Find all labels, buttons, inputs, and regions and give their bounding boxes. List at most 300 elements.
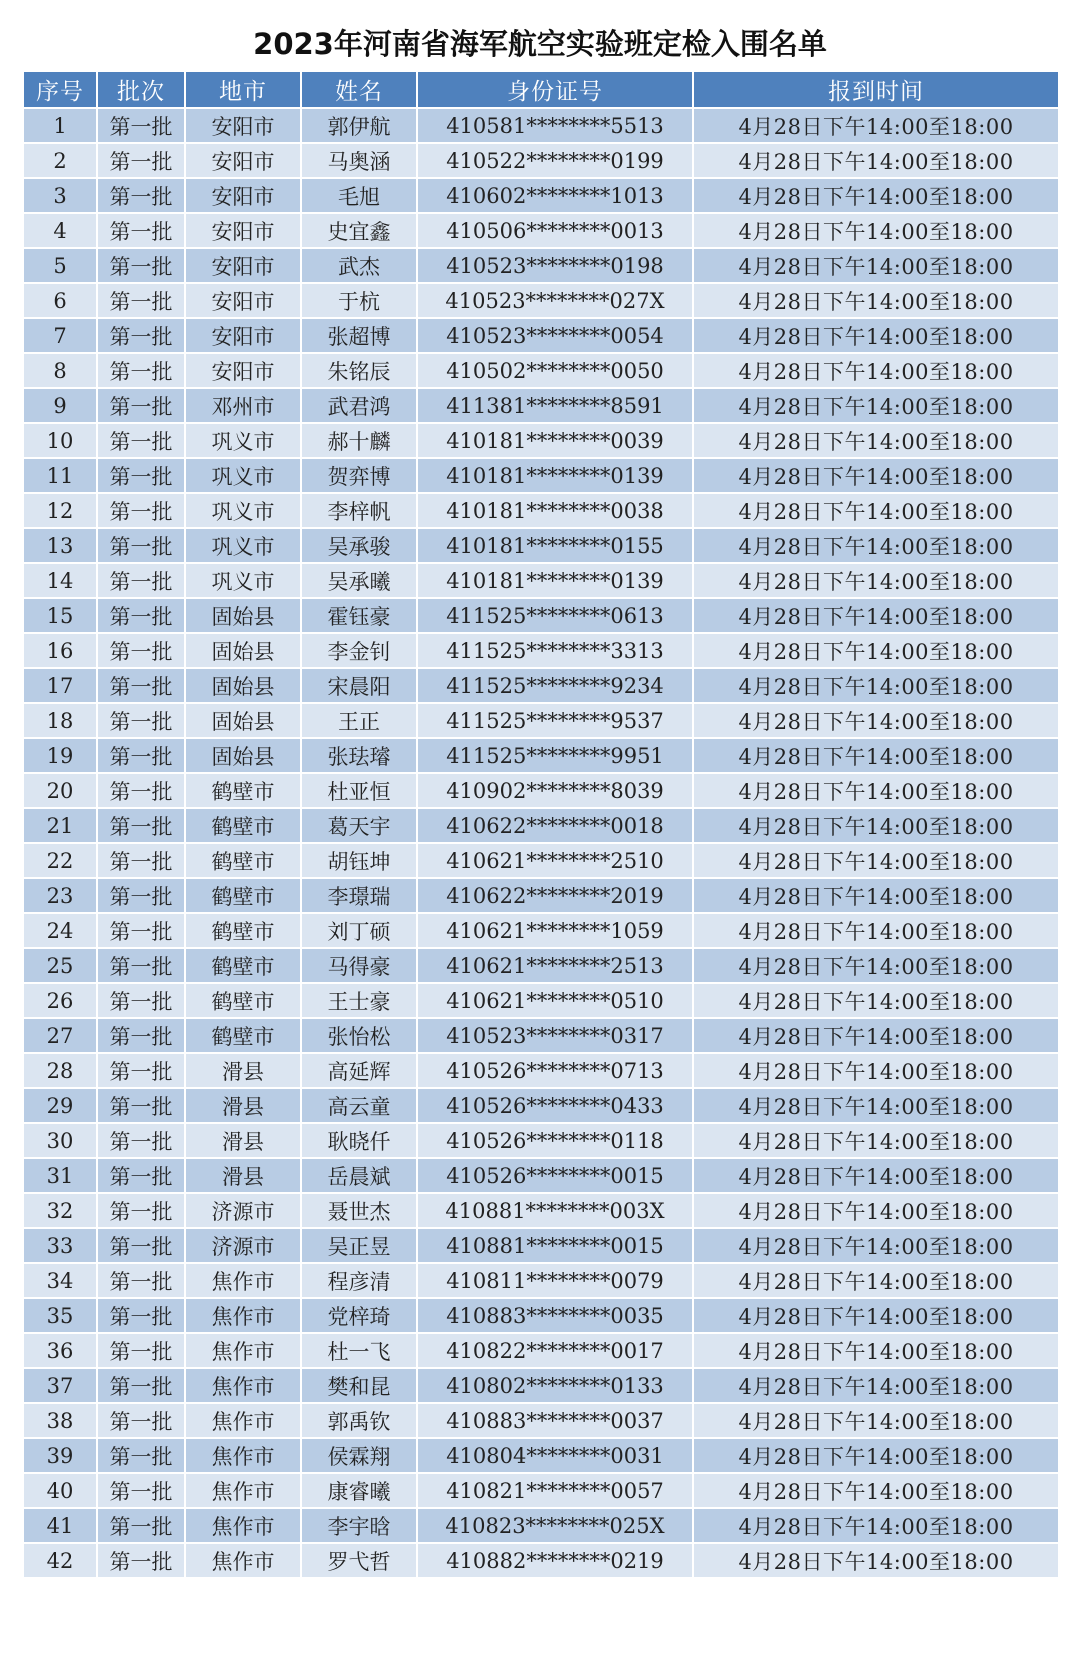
cell-name: 杜一飞: [301, 1333, 417, 1368]
cell-name: 高延辉: [301, 1053, 417, 1088]
cell-city: 固始县: [185, 633, 301, 668]
cell-index: 18: [23, 703, 97, 738]
cell-city: 焦作市: [185, 1438, 301, 1473]
cell-id-number: 411525********9234: [417, 668, 693, 703]
table-row: [23, 1053, 1059, 1088]
cell-id-number: 410822********0017: [417, 1333, 693, 1368]
cell-batch: 第一批: [97, 1088, 185, 1123]
cell-batch: 第一批: [97, 808, 185, 843]
cell-id-number: 410881********003X: [417, 1193, 693, 1228]
cell-index: 16: [23, 633, 97, 668]
cell-report-time: 4月28日下午14:00至18:00: [693, 1263, 1059, 1298]
cell-name: 郭禹钦: [301, 1403, 417, 1438]
cell-batch: 第一批: [97, 843, 185, 878]
cell-name: 马得豪: [301, 948, 417, 983]
cell-id-number: 410602********1013: [417, 178, 693, 213]
cell-name: 吴承曦: [301, 563, 417, 598]
cell-name: 刘丁硕: [301, 913, 417, 948]
cell-batch: 第一批: [97, 598, 185, 633]
cell-id-number: 411525********3313: [417, 633, 693, 668]
cell-batch: 第一批: [97, 983, 185, 1018]
cell-batch: 第一批: [97, 493, 185, 528]
cell-name: 马奥涵: [301, 143, 417, 178]
cell-city: 鹤壁市: [185, 913, 301, 948]
cell-report-time: 4月28日下午14:00至18:00: [693, 423, 1059, 458]
cell-report-time: 4月28日下午14:00至18:00: [693, 178, 1059, 213]
cell-id-number: 410883********0037: [417, 1403, 693, 1438]
cell-index: 38: [23, 1403, 97, 1438]
cell-index: 39: [23, 1438, 97, 1473]
cell-name: 王士豪: [301, 983, 417, 1018]
cell-batch: 第一批: [97, 1228, 185, 1263]
cell-name: 郭伊航: [301, 108, 417, 143]
table-row: [23, 1193, 1059, 1228]
cell-city: 巩义市: [185, 528, 301, 563]
cell-index: 28: [23, 1053, 97, 1088]
cell-city: 安阳市: [185, 143, 301, 178]
cell-report-time: 4月28日下午14:00至18:00: [693, 108, 1059, 143]
cell-batch: 第一批: [97, 1298, 185, 1333]
cell-city: 固始县: [185, 598, 301, 633]
cell-index: 13: [23, 528, 97, 563]
cell-batch: 第一批: [97, 633, 185, 668]
cell-name: 胡钰坤: [301, 843, 417, 878]
cell-index: 27: [23, 1018, 97, 1053]
table-row: [23, 913, 1059, 948]
cell-name: 武君鸿: [301, 388, 417, 423]
cell-name: 史宜鑫: [301, 213, 417, 248]
cell-index: 22: [23, 843, 97, 878]
cell-batch: 第一批: [97, 1263, 185, 1298]
cell-name: 贺弈博: [301, 458, 417, 493]
cell-name: 霍钰豪: [301, 598, 417, 633]
table-row: [23, 773, 1059, 808]
table-body: [23, 108, 1059, 1578]
table-row: [23, 948, 1059, 983]
cell-city: 焦作市: [185, 1298, 301, 1333]
cell-report-time: 4月28日下午14:00至18:00: [693, 1088, 1059, 1123]
cell-name: 李梓帆: [301, 493, 417, 528]
cell-name: 程彦清: [301, 1263, 417, 1298]
cell-city: 鹤壁市: [185, 878, 301, 913]
cell-batch: 第一批: [97, 913, 185, 948]
cell-id-number: 410881********0015: [417, 1228, 693, 1263]
cell-name: 张超博: [301, 318, 417, 353]
cell-name: 王正: [301, 703, 417, 738]
cell-id-number: 410523********0317: [417, 1018, 693, 1053]
cell-city: 巩义市: [185, 423, 301, 458]
cell-id-number: 410526********0433: [417, 1088, 693, 1123]
cell-batch: 第一批: [97, 423, 185, 458]
cell-batch: 第一批: [97, 1508, 185, 1543]
cell-report-time: 4月28日下午14:00至18:00: [693, 808, 1059, 843]
cell-index: 32: [23, 1193, 97, 1228]
table-row: [23, 1368, 1059, 1403]
cell-id-number: 410181********0038: [417, 493, 693, 528]
cell-batch: 第一批: [97, 1543, 185, 1578]
cell-batch: 第一批: [97, 143, 185, 178]
cell-index: 12: [23, 493, 97, 528]
cell-index: 17: [23, 668, 97, 703]
cell-city: 邓州市: [185, 388, 301, 423]
cell-index: 41: [23, 1508, 97, 1543]
cell-id-number: 410621********1059: [417, 913, 693, 948]
cell-name: 李宇晗: [301, 1508, 417, 1543]
cell-name: 吴正昱: [301, 1228, 417, 1263]
cell-index: 34: [23, 1263, 97, 1298]
cell-city: 济源市: [185, 1193, 301, 1228]
cell-report-time: 4月28日下午14:00至18:00: [693, 1333, 1059, 1368]
cell-city: 滑县: [185, 1123, 301, 1158]
cell-batch: 第一批: [97, 948, 185, 983]
cell-id-number: 410621********2510: [417, 843, 693, 878]
cell-report-time: 4月28日下午14:00至18:00: [693, 633, 1059, 668]
table-row: [23, 668, 1059, 703]
cell-city: 焦作市: [185, 1473, 301, 1508]
cell-id-number: 410506********0013: [417, 213, 693, 248]
cell-report-time: 4月28日下午14:00至18:00: [693, 1298, 1059, 1333]
cell-batch: 第一批: [97, 703, 185, 738]
table-row: [23, 108, 1059, 143]
cell-report-time: 4月28日下午14:00至18:00: [693, 1543, 1059, 1578]
cell-report-time: 4月28日下午14:00至18:00: [693, 1228, 1059, 1263]
cell-report-time: 4月28日下午14:00至18:00: [693, 1508, 1059, 1543]
cell-id-number: 411525********9537: [417, 703, 693, 738]
cell-report-time: 4月28日下午14:00至18:00: [693, 703, 1059, 738]
cell-name: 张怡松: [301, 1018, 417, 1053]
cell-index: 24: [23, 913, 97, 948]
cell-city: 安阳市: [185, 283, 301, 318]
cell-batch: 第一批: [97, 668, 185, 703]
table-row: [23, 878, 1059, 913]
table-row: [23, 1298, 1059, 1333]
cell-report-time: 4月28日下午14:00至18:00: [693, 738, 1059, 773]
cell-city: 鹤壁市: [185, 843, 301, 878]
cell-batch: 第一批: [97, 248, 185, 283]
cell-index: 20: [23, 773, 97, 808]
cell-city: 滑县: [185, 1158, 301, 1193]
cell-city: 焦作市: [185, 1508, 301, 1543]
cell-index: 25: [23, 948, 97, 983]
cell-index: 3: [23, 178, 97, 213]
cell-id-number: 410622********0018: [417, 808, 693, 843]
cell-index: 19: [23, 738, 97, 773]
cell-report-time: 4月28日下午14:00至18:00: [693, 528, 1059, 563]
cell-name: 樊和昆: [301, 1368, 417, 1403]
table-row: [23, 1018, 1059, 1053]
cell-batch: 第一批: [97, 318, 185, 353]
table-row: [23, 423, 1059, 458]
cell-id-number: 410811********0079: [417, 1263, 693, 1298]
table-row: [23, 563, 1059, 598]
cell-index: 36: [23, 1333, 97, 1368]
table-row: [23, 1088, 1059, 1123]
table-row: [23, 213, 1059, 248]
cell-id-number: 410883********0035: [417, 1298, 693, 1333]
table-row: [23, 388, 1059, 423]
cell-batch: 第一批: [97, 1018, 185, 1053]
cell-name: 侯霖翔: [301, 1438, 417, 1473]
cell-city: 焦作市: [185, 1263, 301, 1298]
table-row: [23, 1263, 1059, 1298]
cell-report-time: 4月28日下午14:00至18:00: [693, 878, 1059, 913]
cell-city: 巩义市: [185, 458, 301, 493]
cell-index: 21: [23, 808, 97, 843]
cell-name: 罗弋哲: [301, 1543, 417, 1578]
cell-name: 高云童: [301, 1088, 417, 1123]
cell-report-time: 4月28日下午14:00至18:00: [693, 213, 1059, 248]
cell-report-time: 4月28日下午14:00至18:00: [693, 563, 1059, 598]
cell-index: 37: [23, 1368, 97, 1403]
cell-batch: 第一批: [97, 1333, 185, 1368]
header-report-time: 报到时间: [693, 71, 1059, 108]
cell-batch: 第一批: [97, 773, 185, 808]
cell-index: 7: [23, 318, 97, 353]
table-row: [23, 1438, 1059, 1473]
table-row: [23, 1508, 1059, 1543]
cell-name: 岳晨斌: [301, 1158, 417, 1193]
cell-report-time: 4月28日下午14:00至18:00: [693, 843, 1059, 878]
cell-report-time: 4月28日下午14:00至18:00: [693, 1193, 1059, 1228]
cell-report-time: 4月28日下午14:00至18:00: [693, 1158, 1059, 1193]
cell-report-time: 4月28日下午14:00至18:00: [693, 598, 1059, 633]
cell-index: 11: [23, 458, 97, 493]
cell-report-time: 4月28日下午14:00至18:00: [693, 143, 1059, 178]
cell-index: 6: [23, 283, 97, 318]
cell-id-number: 410523********0198: [417, 248, 693, 283]
cell-index: 2: [23, 143, 97, 178]
cell-report-time: 4月28日下午14:00至18:00: [693, 773, 1059, 808]
cell-report-time: 4月28日下午14:00至18:00: [693, 1368, 1059, 1403]
cell-report-time: 4月28日下午14:00至18:00: [693, 353, 1059, 388]
cell-index: 10: [23, 423, 97, 458]
cell-name: 李金钊: [301, 633, 417, 668]
cell-report-time: 4月28日下午14:00至18:00: [693, 1018, 1059, 1053]
cell-city: 鹤壁市: [185, 948, 301, 983]
cell-id-number: 410181********0039: [417, 423, 693, 458]
cell-index: 35: [23, 1298, 97, 1333]
cell-city: 滑县: [185, 1088, 301, 1123]
table-row: [23, 1333, 1059, 1368]
cell-report-time: 4月28日下午14:00至18:00: [693, 1438, 1059, 1473]
cell-report-time: 4月28日下午14:00至18:00: [693, 493, 1059, 528]
cell-name: 于杭: [301, 283, 417, 318]
cell-index: 33: [23, 1228, 97, 1263]
cell-report-time: 4月28日下午14:00至18:00: [693, 1403, 1059, 1438]
cell-id-number: 410804********0031: [417, 1438, 693, 1473]
cell-id-number: 410581********5513: [417, 108, 693, 143]
table-row: [23, 808, 1059, 843]
cell-id-number: 410526********0118: [417, 1123, 693, 1158]
cell-city: 焦作市: [185, 1333, 301, 1368]
table-row: [23, 598, 1059, 633]
cell-name: 朱铭辰: [301, 353, 417, 388]
cell-index: 23: [23, 878, 97, 913]
cell-id-number: 410882********0219: [417, 1543, 693, 1578]
cell-report-time: 4月28日下午14:00至18:00: [693, 248, 1059, 283]
cell-batch: 第一批: [97, 1193, 185, 1228]
cell-city: 安阳市: [185, 318, 301, 353]
cell-id-number: 410522********0199: [417, 143, 693, 178]
cell-report-time: 4月28日下午14:00至18:00: [693, 283, 1059, 318]
cell-id-number: 410181********0139: [417, 458, 693, 493]
cell-batch: 第一批: [97, 388, 185, 423]
cell-id-number: 411525********0613: [417, 598, 693, 633]
cell-id-number: 410621********2513: [417, 948, 693, 983]
cell-batch: 第一批: [97, 1368, 185, 1403]
cell-name: 郝十麟: [301, 423, 417, 458]
cell-city: 固始县: [185, 703, 301, 738]
cell-name: 聂世杰: [301, 1193, 417, 1228]
cell-report-time: 4月28日下午14:00至18:00: [693, 458, 1059, 493]
cell-city: 固始县: [185, 668, 301, 703]
cell-city: 安阳市: [185, 248, 301, 283]
cell-id-number: 410502********0050: [417, 353, 693, 388]
cell-report-time: 4月28日下午14:00至18:00: [693, 913, 1059, 948]
cell-id-number: 410181********0139: [417, 563, 693, 598]
header-city: 地市: [185, 71, 301, 108]
cell-index: 15: [23, 598, 97, 633]
cell-city: 巩义市: [185, 493, 301, 528]
cell-report-time: 4月28日下午14:00至18:00: [693, 1053, 1059, 1088]
cell-city: 安阳市: [185, 213, 301, 248]
cell-city: 安阳市: [185, 353, 301, 388]
cell-batch: 第一批: [97, 108, 185, 143]
cell-report-time: 4月28日下午14:00至18:00: [693, 1123, 1059, 1158]
roster-table: [22, 70, 1060, 1579]
cell-batch: 第一批: [97, 353, 185, 388]
cell-index: 9: [23, 388, 97, 423]
cell-report-time: 4月28日下午14:00至18:00: [693, 388, 1059, 423]
cell-id-number: 410181********0155: [417, 528, 693, 563]
cell-index: 31: [23, 1158, 97, 1193]
cell-id-number: 410802********0133: [417, 1368, 693, 1403]
table-row: [23, 493, 1059, 528]
cell-city: 焦作市: [185, 1368, 301, 1403]
cell-id-number: 410821********0057: [417, 1473, 693, 1508]
cell-name: 耿晓仟: [301, 1123, 417, 1158]
cell-city: 安阳市: [185, 108, 301, 143]
cell-name: 葛天宇: [301, 808, 417, 843]
cell-name: 吴承骏: [301, 528, 417, 563]
cell-index: 42: [23, 1543, 97, 1578]
cell-id-number: 410523********0054: [417, 318, 693, 353]
cell-city: 焦作市: [185, 1543, 301, 1578]
cell-batch: 第一批: [97, 1123, 185, 1158]
cell-batch: 第一批: [97, 528, 185, 563]
cell-index: 40: [23, 1473, 97, 1508]
header-index: 序号: [23, 71, 97, 108]
table-row: [23, 353, 1059, 388]
cell-id-number: 410902********8039: [417, 773, 693, 808]
cell-batch: 第一批: [97, 1158, 185, 1193]
cell-batch: 第一批: [97, 563, 185, 598]
table-header-row: [23, 71, 1059, 108]
table-row: [23, 1228, 1059, 1263]
cell-id-number: 410526********0015: [417, 1158, 693, 1193]
table-row: [23, 318, 1059, 353]
cell-index: 14: [23, 563, 97, 598]
table-row: [23, 843, 1059, 878]
page-title: 2023年河南省海军航空实验班定检入围名单: [253, 27, 827, 61]
cell-batch: 第一批: [97, 1438, 185, 1473]
cell-index: 1: [23, 108, 97, 143]
cell-name: 武杰: [301, 248, 417, 283]
cell-city: 焦作市: [185, 1403, 301, 1438]
cell-batch: 第一批: [97, 213, 185, 248]
cell-name: 杜亚恒: [301, 773, 417, 808]
cell-batch: 第一批: [97, 458, 185, 493]
cell-city: 滑县: [185, 1053, 301, 1088]
table-row: [23, 703, 1059, 738]
cell-name: 李璟瑞: [301, 878, 417, 913]
cell-id-number: 411381********8591: [417, 388, 693, 423]
cell-report-time: 4月28日下午14:00至18:00: [693, 318, 1059, 353]
cell-batch: 第一批: [97, 1053, 185, 1088]
header-name: 姓名: [301, 71, 417, 108]
cell-index: 5: [23, 248, 97, 283]
cell-id-number: 411525********9951: [417, 738, 693, 773]
cell-index: 4: [23, 213, 97, 248]
header-id-number: 身份证号: [417, 71, 693, 108]
cell-report-time: 4月28日下午14:00至18:00: [693, 668, 1059, 703]
cell-name: 康睿曦: [301, 1473, 417, 1508]
cell-id-number: 410526********0713: [417, 1053, 693, 1088]
table-row: [23, 738, 1059, 773]
cell-name: 宋晨阳: [301, 668, 417, 703]
cell-id-number: 410621********0510: [417, 983, 693, 1018]
cell-report-time: 4月28日下午14:00至18:00: [693, 1473, 1059, 1508]
cell-batch: 第一批: [97, 283, 185, 318]
cell-city: 固始县: [185, 738, 301, 773]
cell-name: 张珐璿: [301, 738, 417, 773]
table-row: [23, 143, 1059, 178]
table-row: [23, 178, 1059, 213]
table-row: [23, 1123, 1059, 1158]
cell-id-number: 410622********2019: [417, 878, 693, 913]
cell-city: 鹤壁市: [185, 983, 301, 1018]
cell-batch: 第一批: [97, 1403, 185, 1438]
cell-name: 党梓琦: [301, 1298, 417, 1333]
cell-report-time: 4月28日下午14:00至18:00: [693, 983, 1059, 1018]
table-row: [23, 283, 1059, 318]
header-batch: 批次: [97, 71, 185, 108]
cell-report-time: 4月28日下午14:00至18:00: [693, 948, 1059, 983]
table-row: [23, 458, 1059, 493]
cell-name: 毛旭: [301, 178, 417, 213]
cell-city: 鹤壁市: [185, 1018, 301, 1053]
cell-city: 巩义市: [185, 563, 301, 598]
cell-index: 8: [23, 353, 97, 388]
cell-city: 济源市: [185, 1228, 301, 1263]
table-row: [23, 983, 1059, 1018]
table-row: [23, 1473, 1059, 1508]
cell-batch: 第一批: [97, 878, 185, 913]
table-row: [23, 1158, 1059, 1193]
cell-city: 鹤壁市: [185, 773, 301, 808]
cell-id-number: 410523********027X: [417, 283, 693, 318]
cell-batch: 第一批: [97, 738, 185, 773]
cell-id-number: 410823********025X: [417, 1508, 693, 1543]
table-row: [23, 1403, 1059, 1438]
cell-city: 鹤壁市: [185, 808, 301, 843]
table-row: [23, 528, 1059, 563]
cell-batch: 第一批: [97, 178, 185, 213]
cell-batch: 第一批: [97, 1473, 185, 1508]
table-row: [23, 633, 1059, 668]
table-row: [23, 248, 1059, 283]
cell-index: 29: [23, 1088, 97, 1123]
